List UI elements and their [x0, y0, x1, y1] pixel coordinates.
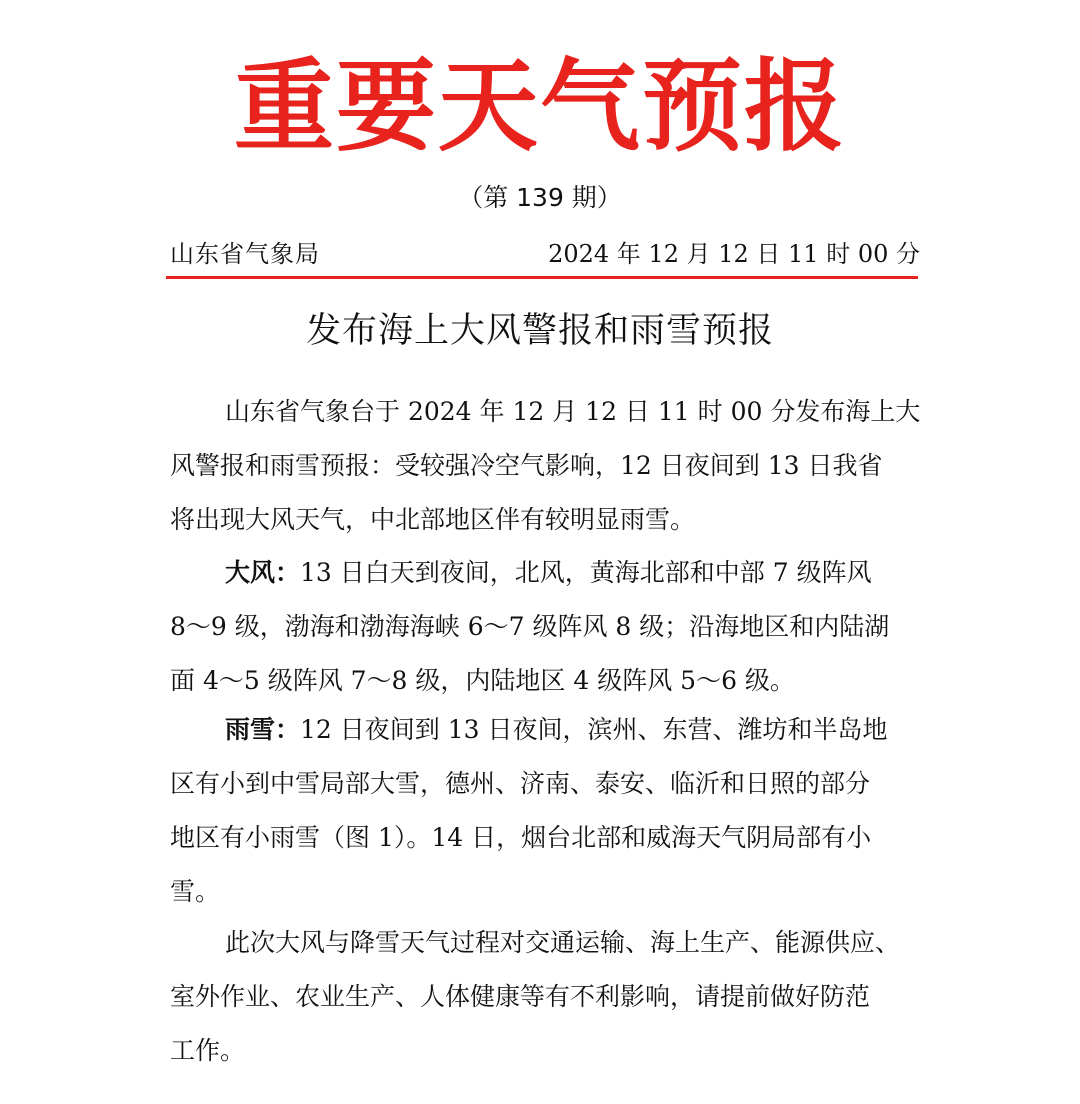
headline: 发布海上大风警报和雨雪预报 [305, 311, 774, 351]
paragraph-label: 大风： [225, 558, 301, 587]
paragraph-line-text: 13 日白天到夜间，北风，黄海北部和中部 7 级阵风 [300, 558, 872, 587]
paragraph-line: 区有小到中雪局部大雪，德州、济南、泰安、临沂和日照的部分 [170, 769, 871, 798]
paragraph-line: 8～9 级，渤海和渤海海峡 6～7 级阵风 8 级；沿海地区和内陆湖 [170, 612, 890, 641]
paragraph-line: 地区有小雨雪（图 1）。14 日，烟台北部和威海天气阴局部有小 [170, 823, 872, 852]
paragraph-intro [170, 385, 930, 547]
paragraph-line: 室外作业、农业生产、人体健康等有不利影响，请提前做好防范 [170, 982, 871, 1011]
paragraph-label: 雨雪： [225, 715, 301, 744]
paragraph-wind [170, 546, 930, 708]
paragraph-line [170, 546, 930, 600]
paragraph-line: 山东省气象台于 2024 年 12 月 12 日 11 时 00 分发布海上大 [225, 397, 921, 426]
masthead-divider [166, 276, 918, 279]
paragraph-impact [170, 916, 930, 1078]
paragraph-line [170, 703, 930, 757]
issue-number: （第 139 期） [458, 183, 622, 212]
issuing-agency: 山东省气象局 [170, 240, 320, 268]
paragraph-line-text: 12 日夜间到 13 日夜间，滨州、东营、潍坊和半岛地 [300, 715, 888, 744]
paragraph-line: 此次大风与降雪天气过程对交通运输、海上生产、能源供应、 [225, 928, 901, 957]
issue-datetime: 2024 年 12 月 12 日 11 时 00 分 [548, 240, 920, 268]
paragraph-snow [170, 703, 930, 919]
paragraph-line: 风警报和雨雪预报：受较强冷空气影响，12 日夜间到 13 日我省 [170, 451, 883, 480]
paragraph-line: 将出现大风天气，中北部地区伴有较明显雨雪。 [170, 505, 696, 534]
masthead-title: 重要天气预报 [234, 48, 846, 165]
paragraph-line: 工作。 [170, 1036, 246, 1065]
paragraph-line: 面 4～5 级阵风 7～8 级，内陆地区 4 级阵风 5～6 级。 [170, 666, 795, 695]
paragraph-line: 雪。 [170, 877, 221, 906]
